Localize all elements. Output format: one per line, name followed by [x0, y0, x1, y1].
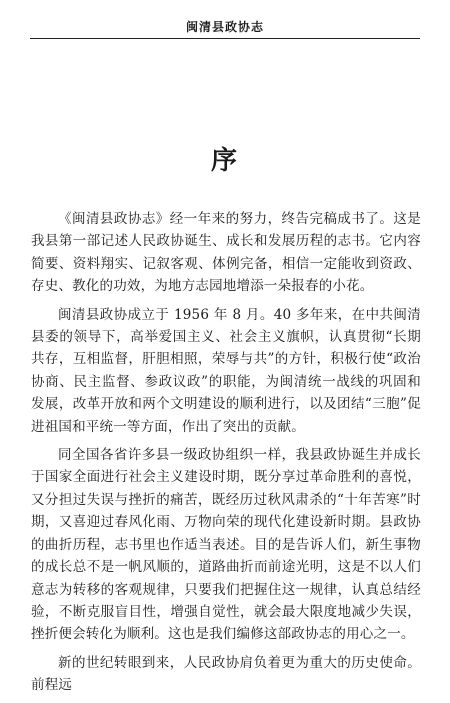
chapter-title: 序	[210, 146, 239, 176]
paragraph: 闽清县政协成立于 1956 年 8 月。40 多年来，在中共闽清县委的领导下，高举爱国主义、社会主义旗帜，认真贯彻“长期共存，互相监督，肝胆相照，荣辱与共”的方针，积极行使“政治协商、民主监督、参政议政”的职能，为闽清统一战线的巩固和发展，改革开放和两个文明建设的顺利进行，以及团结“三胞”促进祖国和平统一等方面，作出了突出的贡献。	[31, 306, 421, 435]
body-text	[31, 208, 421, 703]
header-rule	[30, 38, 420, 39]
running-header: 闽清县政协志	[185, 20, 264, 34]
paragraph: 新的世纪转眼到来，人民政协肩负着更为重大的历史使命。前程远	[31, 654, 421, 694]
paragraph: 同全国各省许多县一级政协组织一样，我县政协诞生并成长于国家全面进行社会主义建设时期，既分享过革命胜利的喜悦，又分担过失误与挫折的痛苦，既经历过秋风肃杀的“十年苦寒”时期，又喜迎过春风化雨、万物向荣的现代化建设新时期。县政协的曲折历程，志书里也作适当表述。目的是告诉人们，新生事物的成长总不是一帆风顺的，道路曲折而前途光明，这是不以人们意志为转移的客观规律，只要我们把握住这一规律，认真总结经验，不断克服盲目性，增强自觉性，就会最大限度地减少失误，挫折便会转化为顺利。这也是我们编修这部政协志的用心之一。	[31, 447, 421, 643]
paragraph: 《闽清县政协志》经一年来的努力，终告完稿成书了。这是我县第一部记述人民政协诞生、成长和发展历程的志书。它内容简要、资料翔实、记叙客观、体例完备，相信一定能收到资政、存史、教化的功效，为地方志园地增添一朵报春的小花。	[31, 211, 421, 295]
